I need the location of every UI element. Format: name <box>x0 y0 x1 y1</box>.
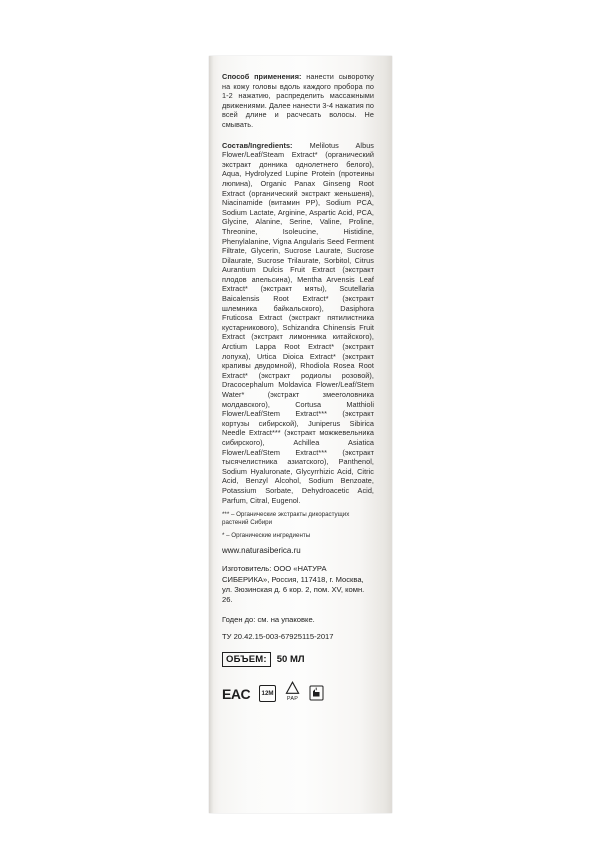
usage-text: нанести сыворотку на кожу головы вдоль каждого пробора по 1-2 нажатию, распределить массажными движениями. Далее нанести 3-4 нажатия по всей длине и расчесать волосы. Не смывать. <box>222 72 375 129</box>
period-after-opening <box>259 685 276 702</box>
read-leaflet-symbol <box>309 685 324 702</box>
package-symbols <box>222 681 374 702</box>
manufacturer-address: Изготовитель: ООО «НАТУРА СИБЕРИКА», Россия, 117418, г. Москва, ул. Зюзинская д. 6 кор. 2, пом. XV, комн. 26. <box>222 564 365 605</box>
ingredients-list <box>222 141 374 506</box>
package-printed-panel <box>222 72 374 803</box>
volume-row <box>222 652 374 667</box>
footnote-wild-plants: *** – Органические экстракты дикорастущих растений Сибири <box>222 511 350 527</box>
usage-heading: Способ применения: <box>222 72 302 81</box>
recycle-triangle-icon <box>285 681 300 695</box>
tu-code: ТУ 20.42.15-003-67925115-2017 <box>222 632 334 642</box>
recycle-caption: PAP <box>286 695 299 702</box>
eac-icon: ЕAC <box>222 685 251 702</box>
usage-instructions <box>222 72 374 130</box>
jar-open-icon: 12M <box>259 685 276 702</box>
recycle-symbol <box>285 681 300 702</box>
ingredients-heading: Состав/Ingredients: <box>222 140 293 150</box>
shelf-life: Годен до: см. на упаковке. <box>222 614 315 624</box>
volume-value: 50 МЛ <box>276 653 305 665</box>
footnote-organic: * – Органические ингредиенты <box>222 532 311 540</box>
ingredients-text: Melilotus Albus Flower/Leaf/Steam Extract* (органический экстракт донника однолетнего белого), Aqua, Hydrolyzed Lupine Protein (протеины люпина), Organic Panax Ginseng Root Extract (органический экстракт женьшеня), Niacinamide (витамин PP), Sodium PCA, Sodium Lactate, Arginine, Aspartic Acid, PCA, Glycine, Alanine, Serine, Valine, Proline, Threonine, Isoleucine, Histidine, Phenylalanine, Vigna Angularis Seed Ferment Filtrate, Glycerin, Sucrose Laurate, Sucrose Dilaurate, Sucrose Trilaurate, Sorbitol, Citrus Aurantium Dulcis Fruit Extract (экстракт плодов апельсина), Mentha Arvensis Leaf Extract* (экстракт мяты), Scutellaria Baicalensis Root Extract* (экстракт шлемника байкальского), Dasiphora Fruticosa Extract (экстракт пятилистника кустарникового), Schizandra Chinensis Fruit Extract (экстракт лимонника китайского), Arctium Lappa Root Extract* (экстракт лопуха), Urtica Dioica Extract* (экстракт крапивы двудомной), Rhodiola Rosea Root Extract* (экстракт родиолы розовой), Dracocephalum Moldavica Flower/Leaf/Stem Water* (экстракт змееголовника молдавского), Cortusa Matthioli Flower/Leaf/Stem Extract*** (экстракт кортузы сибирской), Juniperus Sibirica Needle Extract*** (экстракт можжевельника сибирского), Achillea Asiatica Flower/Leaf/Stem Extract*** (экстракт тысячелистника азиатского), Panthenol, Sodium Hyaluronate, Glycyrrhizic Acid, Citric Acid, Benzyl Alcohol, Sodium Benzoate, Potassium Sorbate, Dehydroacetic Acid, Parfum, Citral, Eugenol. <box>222 140 374 505</box>
hand-book-icon <box>309 685 324 701</box>
eac-mark <box>222 687 250 702</box>
volume-label: ОБЪЕМ: <box>222 652 271 667</box>
website-url: www.naturasiberica.ru <box>222 546 301 556</box>
product-package <box>209 56 392 813</box>
